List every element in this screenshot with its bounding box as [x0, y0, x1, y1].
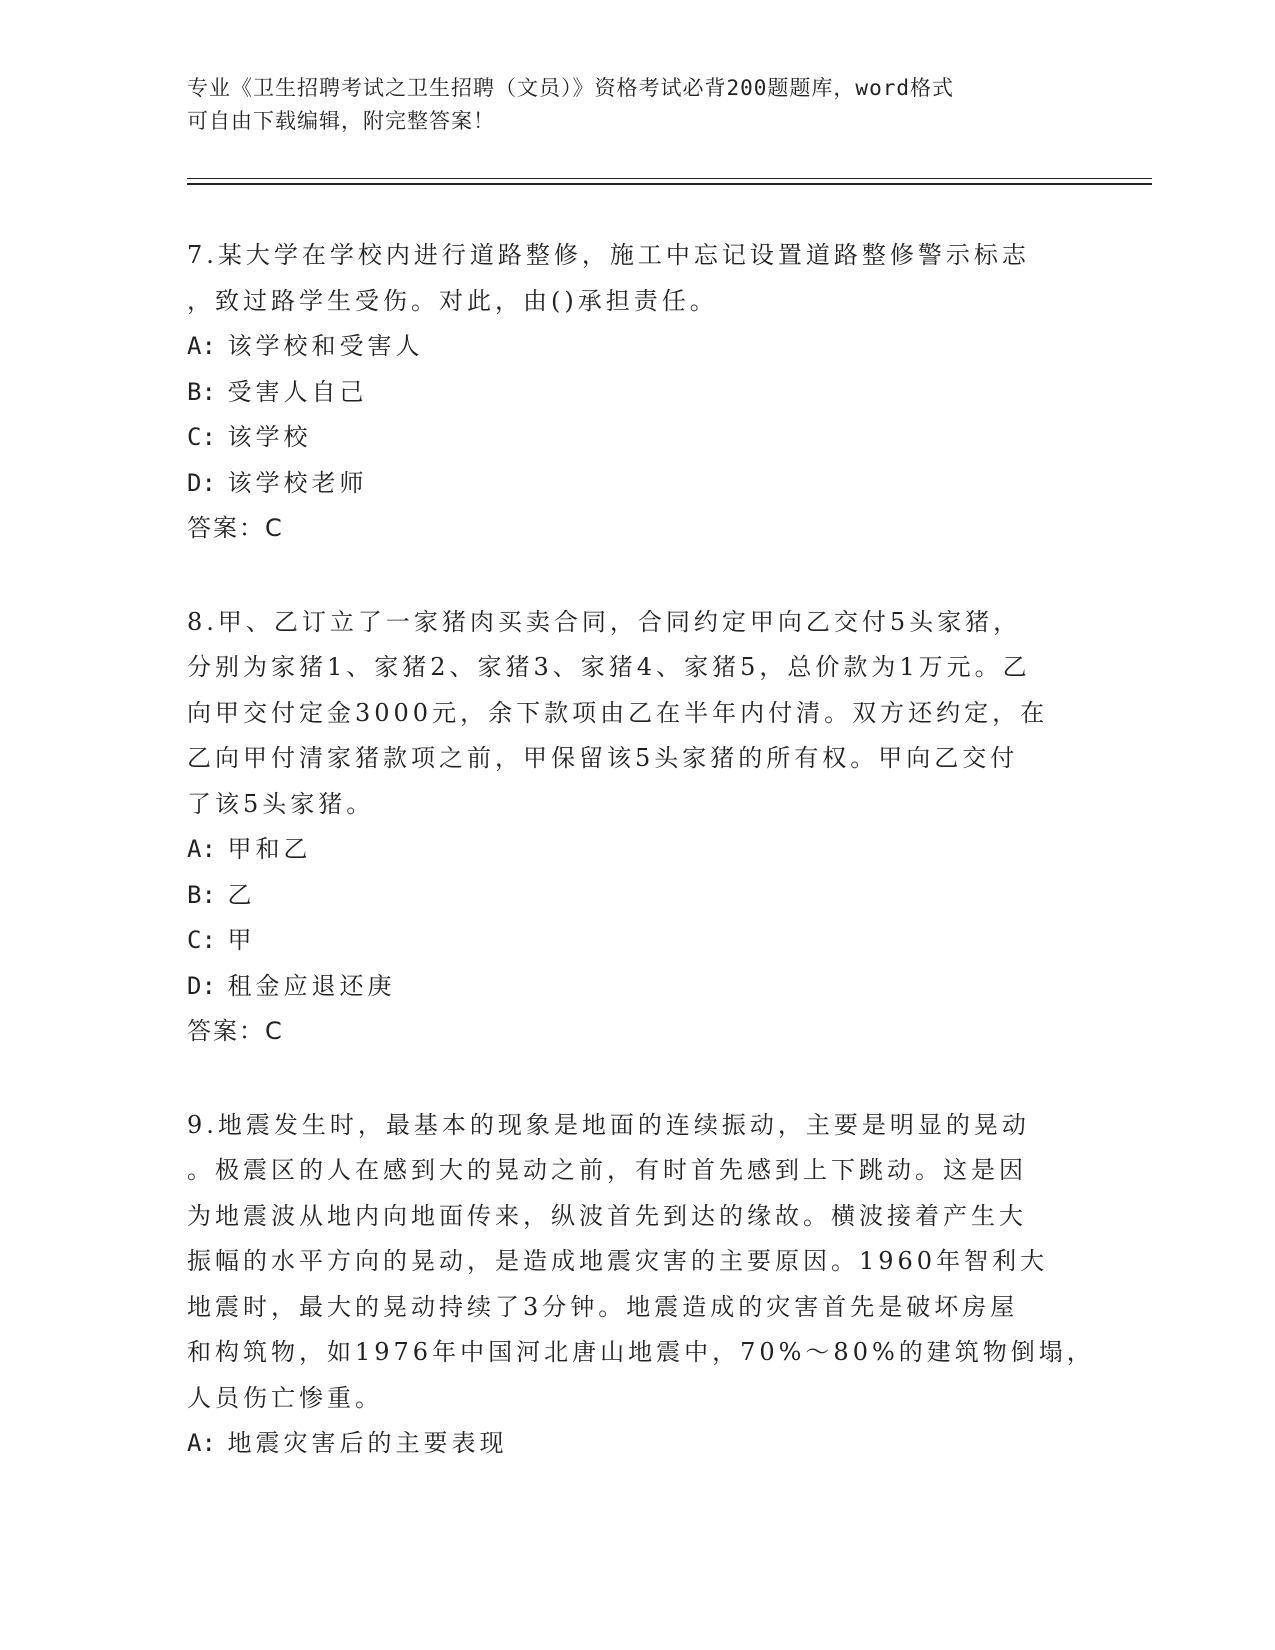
option-key: C:: [187, 926, 216, 954]
option-c: [187, 918, 1077, 964]
header-line-1: 专业《卫生招聘考试之卫生招聘（文员）》资格考试必背200题题库，word格式: [187, 76, 954, 100]
option-c: [187, 415, 1077, 461]
header-divider-thick: [187, 183, 1152, 185]
question-text-line: 9.地震发生时，最基本的现象是地面的连续振动，主要是明显的晃动: [187, 1110, 1030, 1139]
question-7: [187, 233, 1077, 552]
question-text-line: 地震时，最大的晃动持续了3分钟。地震造成的灾害首先是破坏房屋: [187, 1292, 1019, 1321]
option-key: A:: [187, 332, 216, 360]
question-text-line: 8.甲、乙订立了一家猪肉买卖合同，合同约定甲向乙交付5头家猪，: [187, 607, 1022, 636]
question-text-line: 向甲交付定金3000元，余下款项由乙在半年内付清。双方还约定，在: [187, 698, 1049, 727]
option-text: 该学校: [227, 423, 312, 451]
question-text-line: 和构筑物，如1976年中国河北唐山地震中，70%～80%的建筑物倒塌，: [187, 1338, 1095, 1366]
option-key: B:: [187, 377, 216, 406]
option-b: [187, 873, 1077, 919]
question-text-line: 。极震区的人在感到大的晃动之前，有时首先感到上下跳动。这是因: [187, 1156, 1027, 1184]
document-header: [187, 72, 1067, 138]
option-text: 地震灾害后的主要表现: [227, 1429, 508, 1457]
question-text-line: 了该5头家猪。: [187, 789, 375, 818]
option-text: 乙: [227, 880, 256, 909]
question-text-line: 人员伤亡惨重。: [187, 1383, 383, 1412]
question-text-line: 乙向甲付清家猪款项之前，甲保留该5头家猪的所有权。甲向乙交付: [187, 744, 1019, 772]
option-text: 该学校老师: [227, 468, 368, 497]
option-key: C:: [187, 423, 216, 451]
answer-line: 答案：C: [187, 514, 284, 542]
option-b: [187, 370, 1077, 416]
option-key: D:: [187, 468, 216, 497]
option-text: 受害人自己: [227, 377, 368, 406]
header-line-2: 可自由下载编辑，附完整答案！: [187, 109, 495, 133]
header-divider-thin: [187, 178, 1152, 179]
question-8: [187, 600, 1077, 1055]
answer-line: 答案：C: [187, 1017, 284, 1045]
option-key: A:: [187, 1429, 216, 1457]
option-a: [187, 324, 1077, 370]
question-list: [187, 233, 1095, 1515]
question-text-line: 为地震波从地内向地面传来，纵波首先到达的缘故。横波接着产生大: [187, 1201, 1027, 1230]
option-text: 该学校和受害人: [227, 332, 424, 360]
option-key: B:: [187, 880, 216, 909]
question-text-line: 振幅的水平方向的晃动，是造成地震灾害的主要原因。1960年智利大: [187, 1247, 1049, 1275]
option-d: [187, 461, 1077, 507]
option-a: [187, 1421, 1077, 1467]
option-key: D:: [187, 971, 216, 1000]
option-a: [187, 827, 1077, 873]
option-key: A:: [187, 835, 216, 863]
question-9: [187, 1103, 1095, 1467]
question-text-line: 分别为家猪1、家猪2、家猪3、家猪4、家猪5，总价款为1万元。乙: [187, 653, 1031, 681]
option-d: [187, 964, 1077, 1010]
option-text: 甲: [227, 926, 256, 954]
question-text-line: 7.某大学在学校内进行道路整修，施工中忘记设置道路整修警示标志: [187, 241, 1030, 269]
question-text-line: ，致过路学生受伤。对此，由()承担责任。: [187, 286, 718, 315]
option-text: 租金应退还庚: [227, 971, 396, 1000]
option-text: 甲和乙: [227, 835, 312, 863]
